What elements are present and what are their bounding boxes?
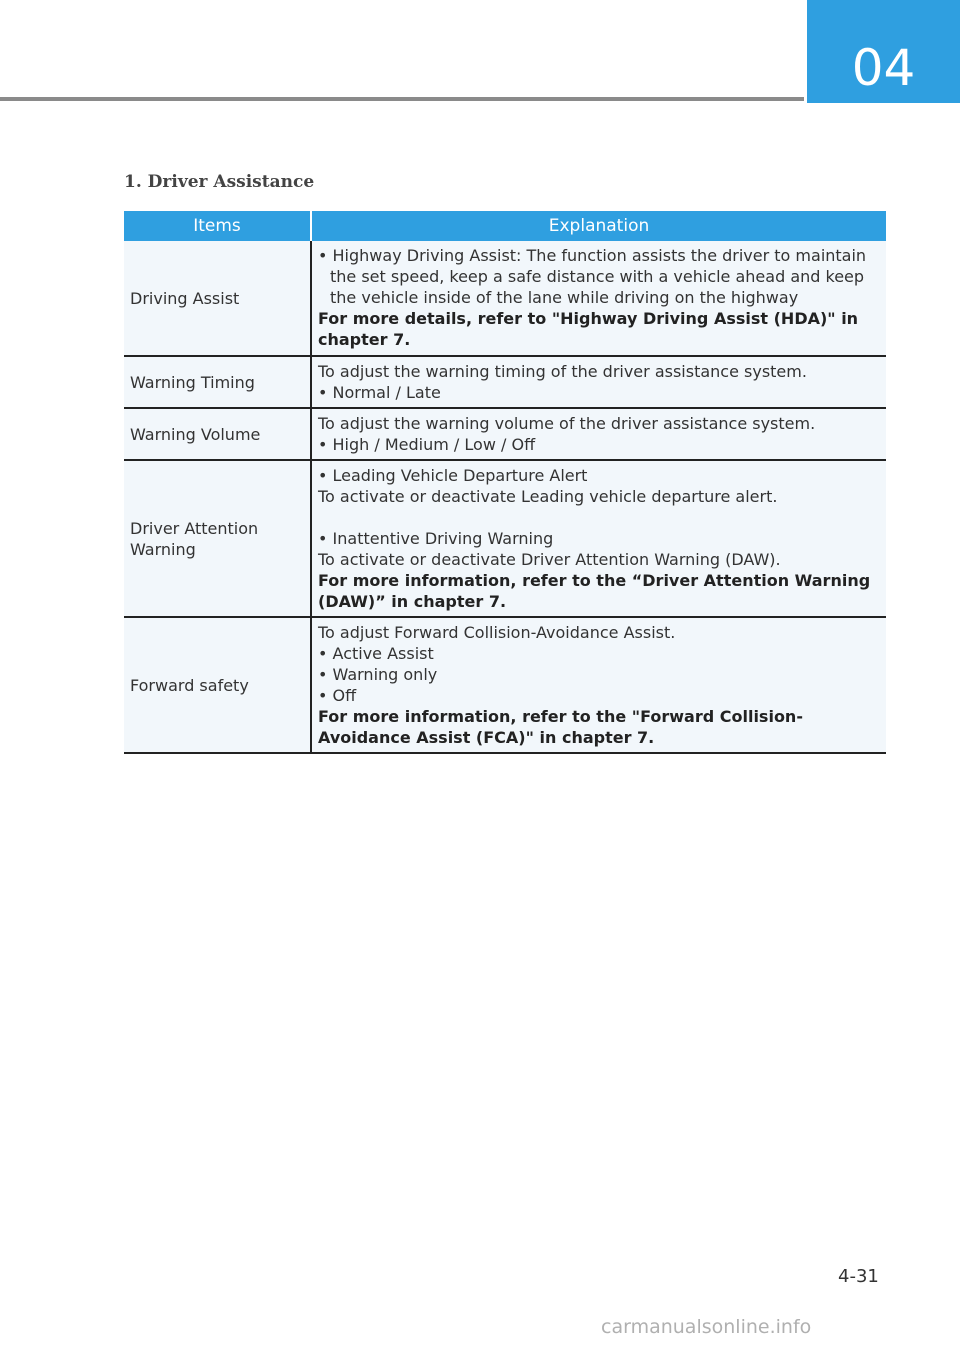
explanation-line: To adjust the warning volume of the driver assistance system. — [318, 414, 816, 433]
row-explanation — [311, 617, 886, 753]
spacer — [318, 507, 878, 528]
row-item-forward-safety: Forward safety — [124, 617, 311, 753]
settings-table — [124, 211, 886, 754]
explanation-bullet: • Active Assist — [318, 644, 434, 663]
section-title: 1. Driver Assistance — [124, 172, 315, 192]
row-item-driver-attention-warning: Driver Attention Warning — [124, 460, 311, 617]
row-item-warning-timing: Warning Timing — [124, 356, 311, 408]
explanation-line: To adjust Forward Collision-Avoidance Assist. — [318, 623, 676, 642]
explanation-line: To adjust the warning timing of the driver assistance system. — [318, 362, 807, 381]
explanation-line: To activate or deactivate Driver Attention Warning (DAW). — [318, 550, 781, 569]
chapter-tab: 04 — [807, 0, 960, 103]
explanation-bullet: • Leading Vehicle Departure Alert — [318, 466, 588, 485]
table-row — [124, 241, 886, 356]
table-row — [124, 356, 886, 408]
column-header-explanation: Explanation — [311, 211, 886, 241]
explanation-bullet: • High / Medium / Low / Off — [318, 435, 536, 454]
page-number: 4-31 — [838, 1266, 879, 1287]
table-row — [124, 408, 886, 460]
explanation-note: For more information, refer to the “Driver Attention Warning (DAW)” in chapter 7. — [318, 571, 871, 611]
column-header-items: Items — [124, 211, 311, 241]
explanation-line: To activate or deactivate Leading vehicle departure alert. — [318, 487, 778, 506]
table-row — [124, 460, 886, 617]
explanation-bullet: • Highway Driving Assist: The function assists the driver to maintain the set speed, keep a safe distance with a vehicle ahead and keep the vehicle inside of the lane while driving on the highway — [318, 246, 867, 307]
explanation-note: For more details, refer to "Highway Driving Assist (HDA)" in chapter 7. — [318, 309, 859, 349]
explanation-bullet: • Off — [318, 686, 357, 705]
watermark[interactable]: carmanualsonline.info — [601, 1316, 812, 1338]
explanation-bullet: • Normal / Late — [318, 383, 441, 402]
table-row — [124, 617, 886, 753]
header-rule — [0, 97, 804, 101]
explanation-note: For more information, refer to the "Forward Collision-Avoidance Assist (FCA)" in chapter 7. — [318, 707, 803, 747]
row-explanation — [311, 460, 886, 617]
row-item-driving-assist: Driving Assist — [124, 241, 311, 356]
row-item-warning-volume: Warning Volume — [124, 408, 311, 460]
row-explanation — [311, 356, 886, 408]
row-explanation — [311, 408, 886, 460]
explanation-bullet: • Inattentive Driving Warning — [318, 529, 554, 548]
table-header-row — [124, 211, 886, 241]
row-explanation — [311, 241, 886, 356]
explanation-bullet: • Warning only — [318, 665, 438, 684]
